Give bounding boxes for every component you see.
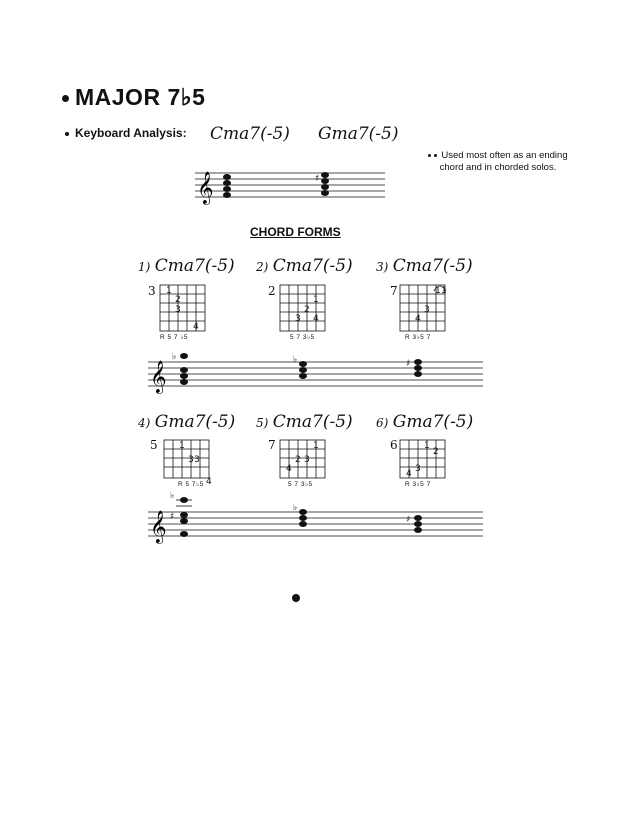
form-chord-name: Cma7(-5) — [272, 412, 353, 432]
svg-text:♯: ♯ — [406, 359, 411, 369]
svg-text:3: 3 — [194, 455, 200, 465]
form-3-label — [376, 256, 473, 276]
usage-note-text: Used most often as an ending chord and in chorded solos. — [439, 150, 568, 173]
title-text: MAJOR 7♭5 — [75, 84, 206, 110]
form-number: 6) — [376, 416, 389, 430]
usage-note — [418, 150, 578, 174]
form-6-fret: 6 — [390, 438, 398, 452]
treble-clef-icon: 𝄞 — [150, 360, 167, 393]
svg-text:1: 1 — [179, 441, 185, 451]
svg-text:♭: ♭ — [293, 355, 298, 365]
form-chord-name: Cma7(-5) — [154, 256, 235, 276]
svg-text:4: 4 — [206, 477, 212, 487]
form-chord-name: Gma7(-5) — [154, 412, 236, 432]
bullet-icon — [62, 95, 69, 102]
svg-text:♭: ♭ — [172, 352, 177, 362]
form-2-intervals: 5 7 3♭5 — [290, 334, 315, 341]
svg-text:4: 4 — [406, 469, 412, 479]
forms-row-2-staff — [148, 491, 483, 543]
bullet-icon — [65, 132, 69, 136]
chord-diagram-1 — [160, 285, 210, 335]
page-bullet-icon — [292, 594, 300, 602]
form-6-label — [376, 412, 473, 432]
form-number: 4) — [138, 416, 151, 430]
form-4-intervals: R 5 7♭5 — [178, 481, 204, 488]
form-5-fret: 7 — [268, 438, 276, 452]
page-title — [62, 84, 205, 111]
svg-text:2: 2 — [295, 455, 301, 465]
form-2-label — [256, 256, 353, 276]
chord-diagram-3 — [400, 285, 450, 335]
svg-text:4: 4 — [415, 314, 421, 324]
form-number: 1) — [138, 260, 151, 274]
svg-text:4: 4 — [193, 322, 199, 332]
form-5-intervals: 5 7 3♭5 — [288, 481, 313, 488]
svg-text:4: 4 — [286, 464, 292, 474]
form-chord-name: Cma7(-5) — [272, 256, 353, 276]
svg-text:1: 1 — [441, 286, 447, 296]
svg-text:3: 3 — [188, 455, 194, 465]
keyboard-chord-1: Cma7(-5) — [210, 124, 290, 144]
form-1-fret: 3 — [148, 284, 156, 298]
treble-clef-icon: 𝄞 — [150, 510, 167, 543]
svg-text:1: 1 — [435, 286, 441, 296]
form-3-fret: 7 — [390, 284, 398, 298]
svg-text:♯: ♯ — [315, 174, 320, 184]
bullet-icon — [434, 154, 437, 157]
keyboard-analysis-text: Keyboard Analysis: — [75, 126, 187, 140]
svg-text:1: 1 — [166, 286, 172, 296]
treble-clef-icon: 𝄞 — [197, 171, 214, 204]
keyboard-staff — [195, 165, 385, 205]
bullet-icon — [428, 154, 431, 157]
svg-text:3: 3 — [175, 305, 181, 315]
form-6-intervals: R 3♭5 7 — [405, 481, 431, 488]
svg-text:4: 4 — [313, 314, 319, 324]
form-4-fret: 5 — [150, 438, 158, 452]
chord-diagram-2 — [280, 285, 330, 335]
forms-row-1-staff — [148, 350, 483, 393]
form-5-label — [256, 412, 353, 432]
svg-text:2: 2 — [433, 447, 439, 457]
svg-text:3: 3 — [304, 455, 310, 465]
svg-text:♭: ♭ — [293, 503, 298, 513]
svg-text:1: 1 — [424, 441, 430, 451]
svg-text:3: 3 — [424, 305, 430, 315]
svg-text:1: 1 — [313, 295, 319, 305]
svg-text:2: 2 — [304, 305, 310, 315]
svg-text:1: 1 — [313, 441, 319, 451]
form-4-label — [138, 412, 235, 432]
svg-text:♯: ♯ — [406, 515, 411, 525]
keyboard-analysis-label — [65, 126, 187, 140]
svg-text:♯: ♯ — [170, 512, 175, 522]
form-number: 3) — [376, 260, 389, 274]
form-number: 2) — [256, 260, 269, 274]
form-number: 5) — [256, 416, 269, 430]
chord-forms-heading: CHORD FORMS — [250, 225, 341, 239]
svg-text:3: 3 — [295, 314, 301, 324]
form-chord-name: Cma7(-5) — [392, 256, 473, 276]
keyboard-chord-2: Gma7(-5) — [318, 124, 399, 144]
form-1-intervals: R 5 7 ♭5 — [160, 334, 189, 341]
svg-text:♭: ♭ — [170, 491, 175, 501]
svg-text:2: 2 — [175, 295, 181, 305]
form-chord-name: Gma7(-5) — [392, 412, 474, 432]
form-1-label — [138, 256, 235, 276]
form-2-fret: 2 — [268, 284, 276, 298]
svg-text:3: 3 — [415, 464, 421, 474]
form-3-intervals: R 3♭5 7 — [405, 334, 431, 341]
